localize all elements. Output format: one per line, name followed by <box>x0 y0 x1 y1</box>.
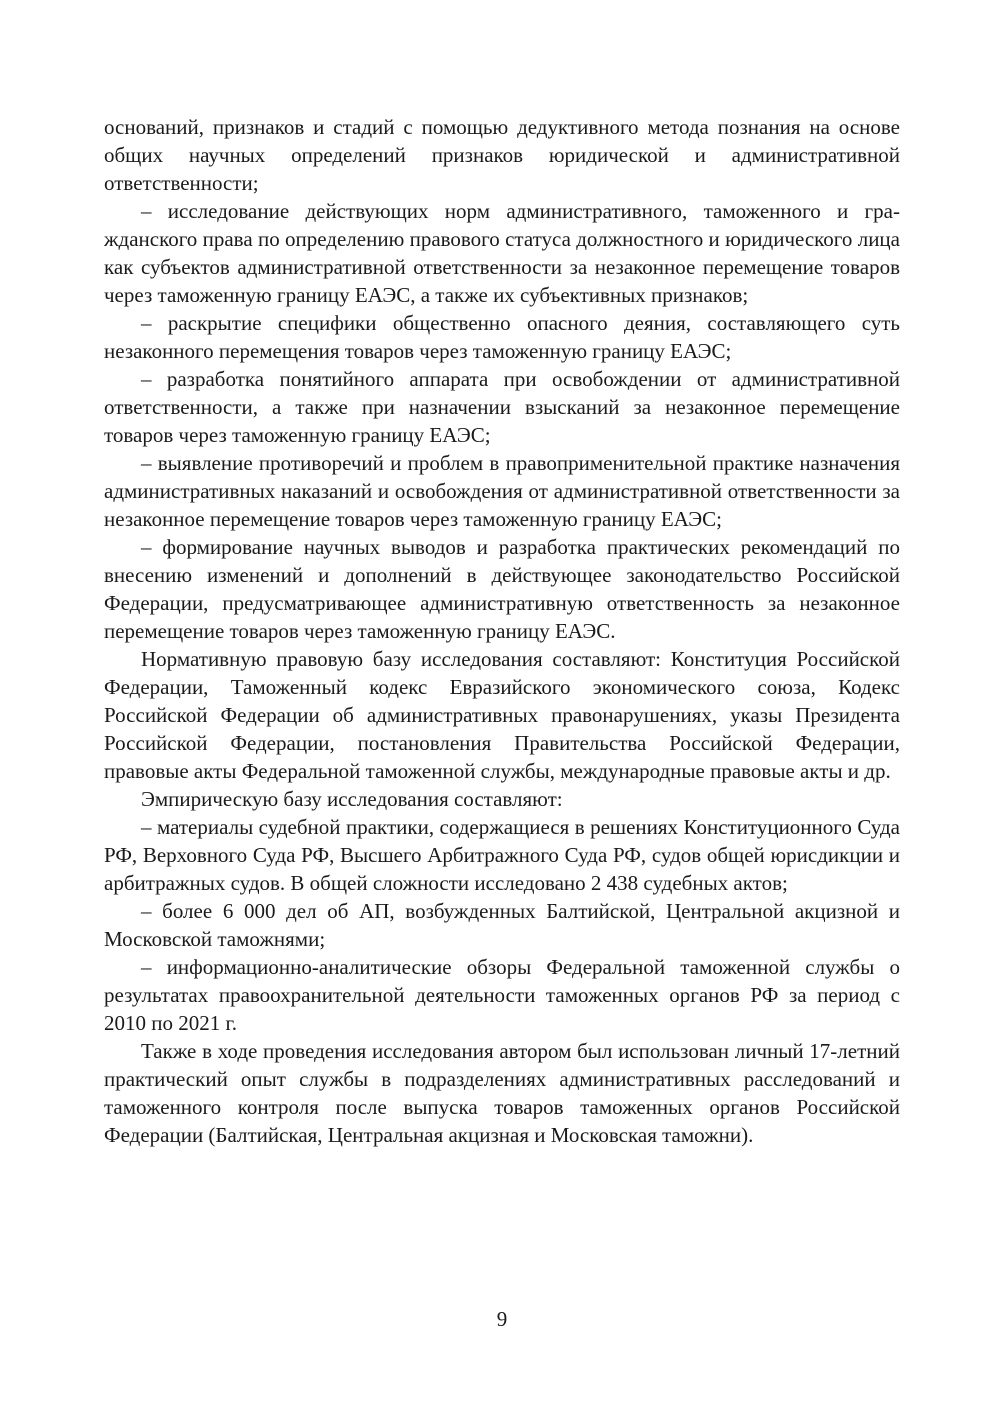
paragraph-empirical-base-heading: Эмпирическую базу исследования составляют: <box>141 787 563 811</box>
list-item-conclusions: – формирование научных выводов и разработка практических рекомендаций по внесению изменений и дополнений в действующее законодательство Российской Федерации, предусматривающее административную ответственность за незаконное перемещение товаров через таможенную границу ЕАЭС. <box>104 535 900 643</box>
list-item-analytical-reviews: – информационно-аналитические обзоры Федеральной таможенной службы о результатах правоохранительной деятельности таможенных органов РФ за период с 2010 по 2021 г. <box>104 955 900 1035</box>
list-item-court-practice: – материалы судебной практики, содержащиеся в решениях Конституционного Суда РФ, Верховного Суда РФ, Высшего Арбитражного Суда РФ, судов общей юрисдикции и арбитражных судов. В общей сложности исследовано 2 438 судебных актов; <box>104 815 900 895</box>
list-item-dangerous-act: – раскрытие специфики общественно опасного деяния, составляющего суть незаконного перемещения товаров через таможенную границу ЕАЭС; <box>104 311 900 363</box>
paragraph-continuation: оснований, признаков и стадий с помощью дедуктивного метода познания на основе общих научных определений признаков юридической и административной ответственности; <box>104 115 900 195</box>
page-number: 9 <box>496 1307 508 1331</box>
list-item-conceptual-apparatus: – разработка понятийного аппарата при освобождении от административной ответственности, а также при назначении взысканий за незаконное перемещение товаров через таможенную границу ЕАЭС; <box>104 367 900 447</box>
paragraph-normative-base: Нормативную правовую базу исследования составляют: Конституция Российской Федерации, Таможенный кодекс Евразийского экономического союза, Кодекс Российской Федерации об административных правонарушениях, указы Президента Российской Федерации, постановления Правительства Российской Федерации, правовые акты Федеральной таможенной службы, международные правовые акты и др. <box>104 647 900 783</box>
page-body <box>104 113 900 1149</box>
paragraph-author-experience: Также в ходе проведения исследования автором был использован личный 17-летний практический опыт службы в подразделениях административных расследований и таможенного контроля после выпуска товаров таможенных органов Российской Федерации (Балтийская, Центральная акцизная и Московская таможни). <box>104 1039 900 1147</box>
list-item-research-norms: – исследование действующих норм административного, таможенного и гражданского права по определению правового статуса должностного и юридического лица как субъектов административной ответственности за незаконное перемещение товаров через таможенную границу ЕАЭС, а также их субъективных признаков; <box>104 199 900 307</box>
list-item-contradictions: – выявление противоречий и проблем в правоприменительной практике назначения административных наказаний и освобождения от административной ответственности за незаконное перемещение товаров через таможенную границу ЕАЭС; <box>104 451 900 531</box>
list-item-cases: – более 6 000 дел об АП, возбужденных Балтийской, Центральной акцизной и Московской таможнями; <box>104 899 900 951</box>
